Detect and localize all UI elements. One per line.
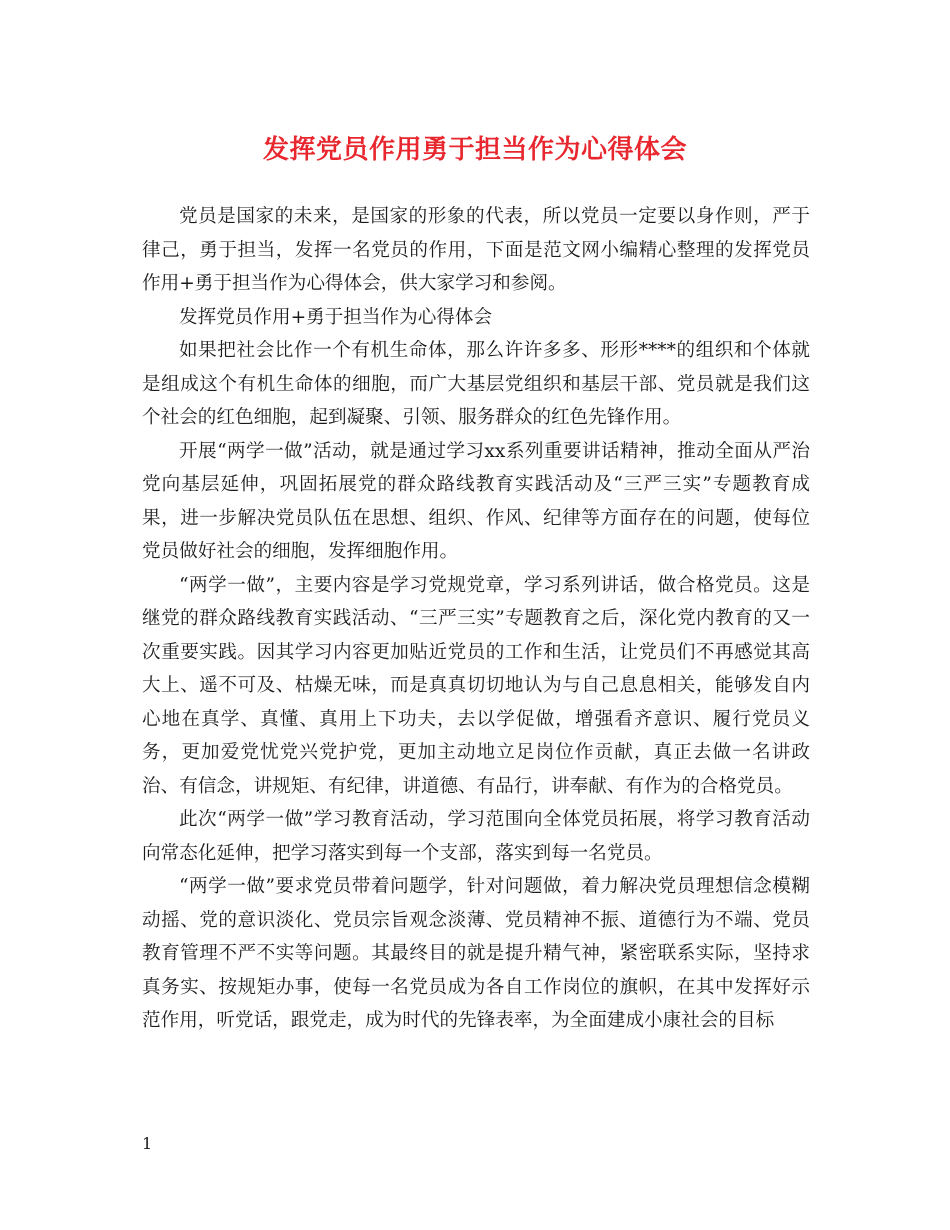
document-body xyxy=(142,200,810,1038)
page-title: 发挥党员作用勇于担当作为心得体会 xyxy=(262,135,687,165)
page-number: 1 xyxy=(142,1134,153,1153)
paragraph-campaign: 开展“两学一做”活动，就是通过学习xx系列重要讲话精神，推动全面从严治党向基层延伸，巩固拓展党的群众路线教育实践活动及“三严三实”专题教育成果，进一步解决党员队伍在思想、组织、作风、纪律等方面存在的问题，使每位党员做好社会的细胞，发挥细胞作用。 xyxy=(142,440,810,562)
paragraph-content: “两学一做”，主要内容是学习党规党章，学习系列讲话，做合格党员。这是继党的群众路线教育实践活动、“三严三实”专题教育之后，深化党内教育的又一次重要实践。因其学习内容更加贴近党员的工作和生活，让党员们不再感觉其高大上、遥不可及、枯燥无味，而是真真切切地认为与自己息息相关，能够发自内心地在真学、真懂、真用上下功夫，去以学促做，增强看齐意识、履行党员义务，更加爱党忧党兴党护党，更加主动地立足岗位作贡献，真正去做一名讲政治、有信念，讲规矩、有纪律，讲道德、有品行，讲奉献、有作为的合格党员。 xyxy=(142,574,810,797)
paragraph-requirements: “两学一做”要求党员带着问题学，针对问题做，着力解决党员理想信念模糊动摇、党的意识淡化、党员宗旨观念淡薄、党员精神不振、道德行为不端、党员教育管理不严不实等问题。其最终目的就是提升精气神，紧密联系实际，坚持求真务实、按规矩办事，使每一名党员成为各自工作岗位的旗帜，在其中发挥好示范作用，听党话，跟党走，成为时代的先锋表率，为全面建成小康社会的目标 xyxy=(142,876,810,1031)
paragraph-subtitle: 发挥党员作用+勇于担当作为心得体会 xyxy=(179,306,493,328)
paragraph-intro: 党员是国家的未来，是国家的形象的代表，所以党员一定要以身作则，严于律己，勇于担当，发挥一名党员的作用，下面是范文网小编精心整理的发挥党员作用+勇于担当作为心得体会，供大家学习和参阅。 xyxy=(142,206,810,294)
paragraph-cell-metaphor: 如果把社会比作一个有机生命体，那么许许多多、形形****的组织和个体就是组成这个有机生命体的细胞，而广大基层党组织和基层干部、党员就是我们这个社会的红色细胞，起到凝聚、引领、服务群众的红色先锋作用。 xyxy=(142,340,810,428)
paragraph-scope: 此次“两学一做”学习教育活动，学习范围向全体党员拓展，将学习教育活动向常态化延伸，把学习落实到每一个支部，落实到每一名党员。 xyxy=(142,809,810,864)
